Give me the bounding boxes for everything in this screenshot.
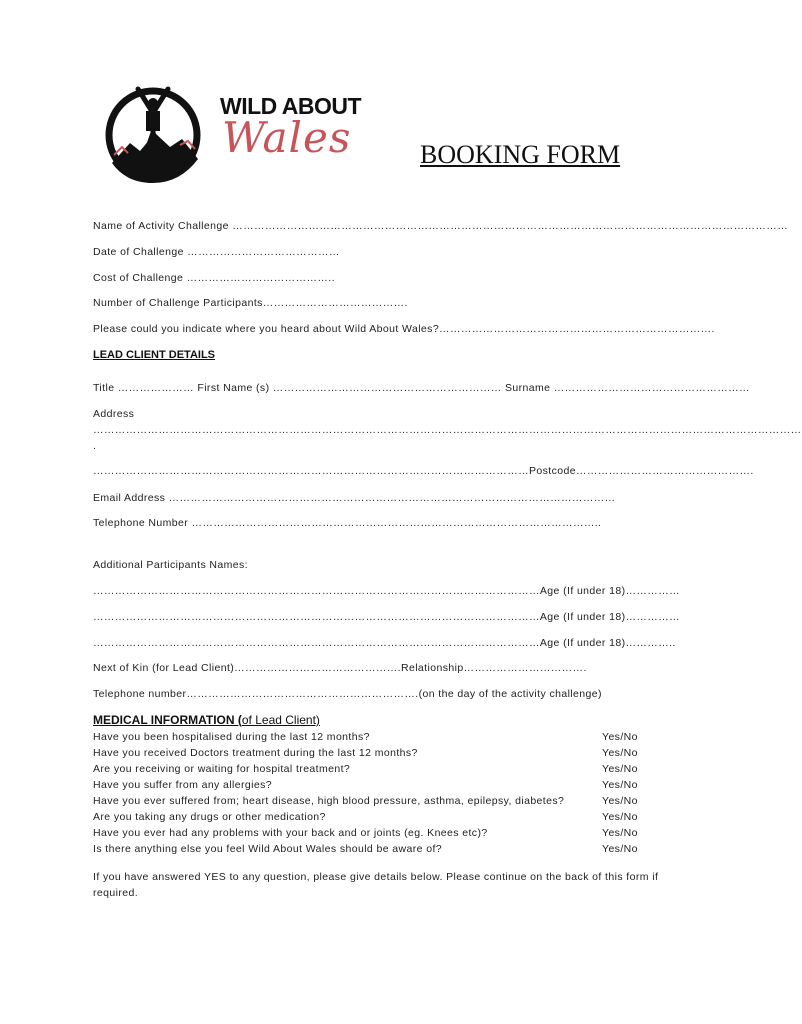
- yes-no-answer[interactable]: Yes/No: [602, 843, 638, 855]
- email-field[interactable]: Email Address ……………………………………………………………………………………………………………: [93, 492, 616, 504]
- yes-no-answer[interactable]: Yes/No: [602, 747, 638, 759]
- yes-no-answer[interactable]: Yes/No: [602, 811, 638, 823]
- medical-question: Have you ever suffered from; heart disease, high blood pressure, asthma, epilepsy, diabetes?: [93, 795, 565, 807]
- next-of-kin-field[interactable]: Next of Kin (for Lead Client)……………………………………….Relationship…………………………….: [93, 662, 587, 674]
- medical-question: Are you receiving or waiting for hospital treatment?: [93, 763, 351, 775]
- medical-details-note: If you have answered YES to any question, please give details below. Please continue on the back of this form if required.: [93, 871, 659, 899]
- address-line-1[interactable]: ……………………………………………………………………………………………………………………………………………………………………………: [93, 424, 802, 436]
- activity-name-field[interactable]: Name of Activity Challenge ………………………………………………………………………………………………………………………………………: [93, 220, 789, 232]
- medical-question: Have you been hospitalised during the last 12 months?: [93, 731, 370, 743]
- mountain-person-icon: [100, 83, 215, 188]
- additional-participant-row[interactable]: ……………………………………………………………………………………………………………Age (If under 18)…………..: [93, 637, 676, 649]
- additional-participant-row[interactable]: ……………………………………………………………………………………………………………Age (If under 18)……………: [93, 585, 680, 597]
- additional-participants-label: Additional Participants Names:: [93, 559, 248, 571]
- wild-about-wales-logo: [100, 83, 360, 188]
- logo-text-wales: Wales: [222, 113, 352, 162]
- medical-info-heading: [93, 713, 320, 727]
- address-dot: .: [93, 440, 97, 452]
- telephone-field[interactable]: Telephone Number …………………………………………………………………………………………………..: [93, 517, 602, 529]
- day-telephone-field[interactable]: Telephone number……………………………………………………….(on the day of the activity challenge): [93, 688, 602, 700]
- logo-text-wild-about: WILD ABOUT: [220, 93, 362, 119]
- medical-heading-rest: of Lead Client): [241, 713, 320, 727]
- yes-no-answer[interactable]: Yes/No: [602, 827, 638, 839]
- address-postcode-line[interactable]: …………………………………………………………………………………………………………Postcode………………………………………….: [93, 465, 754, 477]
- yes-no-answer[interactable]: Yes/No: [602, 779, 638, 791]
- lead-client-heading: LEAD CLIENT DETAILS: [93, 349, 216, 361]
- form-title: BOOKING FORM: [420, 140, 621, 169]
- medical-question: Have you ever had any problems with your back and or joints (eg. Knees etc)?: [93, 827, 488, 839]
- lead-name-field[interactable]: Title ………………… First Name (s) ……………………………………………………… Surname ………………………………………………: [93, 382, 750, 394]
- medical-question: Is there anything else you feel Wild About Wales should be aware of?: [93, 843, 442, 855]
- address-label: Address: [93, 408, 135, 420]
- heard-about-field[interactable]: Please could you indicate where you heard about Wild About Wales?………………………………………………………………….: [93, 323, 715, 335]
- yes-no-answer[interactable]: Yes/No: [602, 795, 638, 807]
- medical-heading-bold: MEDICAL INFORMATION (: [93, 713, 242, 727]
- participants-count-field[interactable]: Number of Challenge Participants………………………………….: [93, 297, 408, 309]
- challenge-date-field[interactable]: Date of Challenge ……………………………………: [93, 246, 340, 258]
- medical-question: Have you suffer from any allergies?: [93, 779, 272, 791]
- yes-no-answer[interactable]: Yes/No: [602, 731, 638, 743]
- additional-participant-row[interactable]: ……………………………………………………………………………………………………………Age (If under 18)……………: [93, 611, 680, 623]
- medical-question: Have you received Doctors treatment during the last 12 months?: [93, 747, 418, 759]
- challenge-cost-field[interactable]: Cost of Challenge …………………………………..: [93, 272, 335, 284]
- yes-no-answer[interactable]: Yes/No: [602, 763, 638, 775]
- medical-question: Are you taking any drugs or other medication?: [93, 811, 326, 823]
